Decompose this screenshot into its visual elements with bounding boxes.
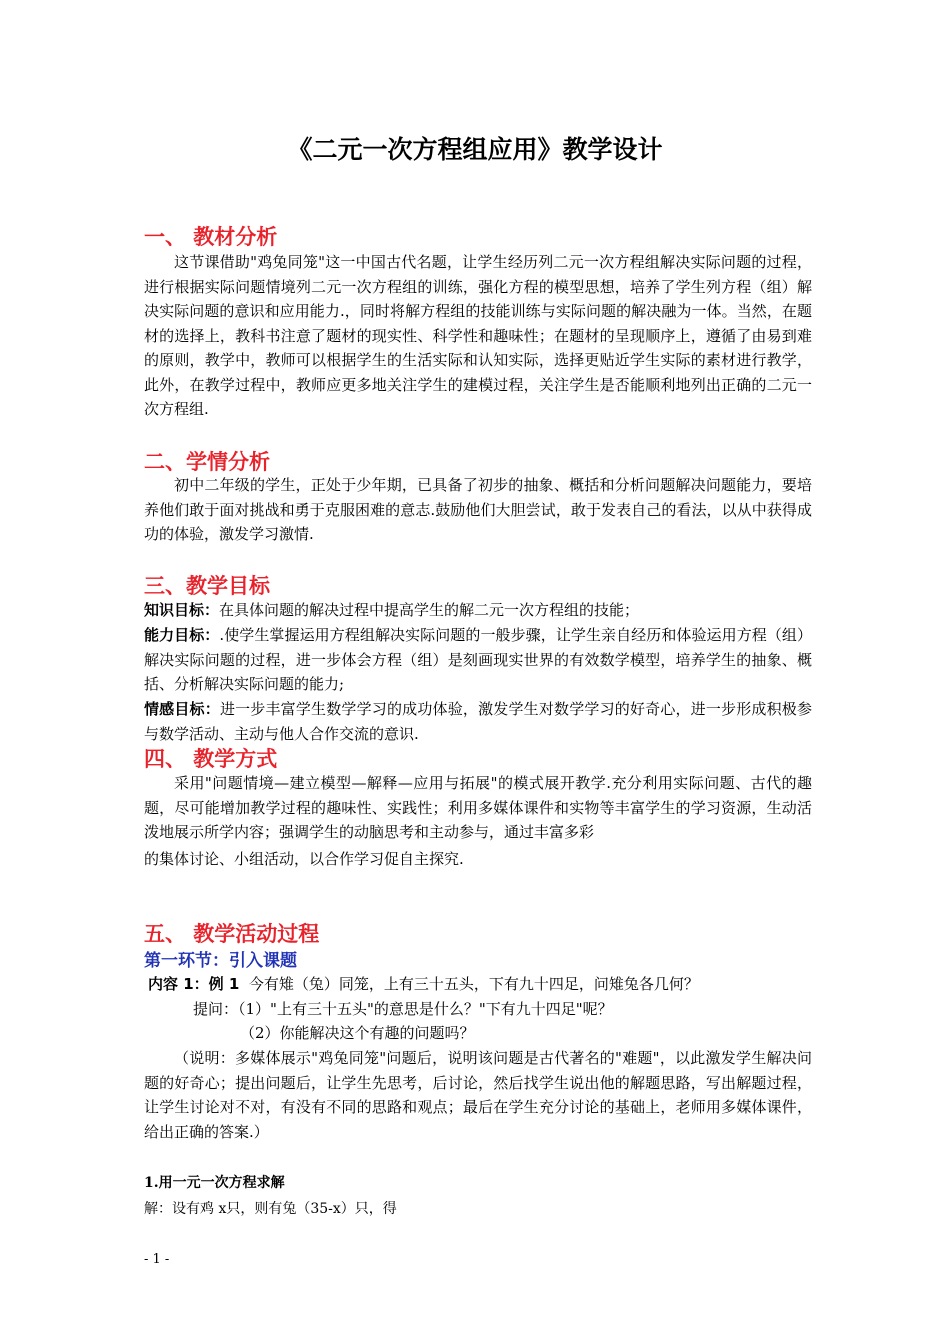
- knowledge-objective-text: 在具体问题的解决过程中提高学生的解二元一次方程组的技能；: [219, 601, 640, 619]
- method-1-heading: 1.用一元一次方程求解: [144, 1175, 285, 1191]
- teaching-method-last-line: 的集体讨论、小组活动，以合作学习促自主探究.: [144, 850, 464, 868]
- teaching-method-paragraph: 采用"问题情境—建立模型—解释—应用与拓展"的模式展开教学.充分利用实际问题、古代的趣题，尽可能增加教学过程的趣味性、实践性；利用多媒体课件和实物等丰富学生的学习资源，生动活泼地展示所学内容；强调学生的动脑思考和主动参与，通过丰富多彩: [144, 774, 812, 841]
- content-1-label: 内容 1：例 1: [148, 975, 240, 993]
- ability-objective-text: .使学生掌握运用方程组解决实际问题的一般步骤，让学生亲自经历和体验运用方程（组）解决实际问题的过程，进一步体会方程（组）是刻画现实世界的有效数学模型，培养学生的抽象、概括、分析解决实际问题的能力;: [144, 626, 812, 693]
- student-analysis-paragraph: 初中二年级的学生，正处于少年期，已具备了初步的抽象、概括和分析问题解决问题能力，要培养他们敢于面对挑战和勇于克服困难的意志.鼓励他们大胆尝试，敢于发表自己的看法，以从中获得成功的体验，激发学习激情.: [144, 476, 812, 543]
- question-1: 提问：（1）"上有三十五头"的意思是什么？"下有九十四足"呢？: [193, 1000, 613, 1018]
- ability-objective-label: 能力目标：: [144, 626, 220, 644]
- section-heading-objectives: 三、教学目标: [144, 574, 270, 598]
- explanation-note: （说明：多媒体展示"鸡兔同笼"问题后，说明该问题是古代著名的"难题"，以此激发学生解决问题的好奇心；提出问题后，让学生先思考，后讨论，然后找学生说出他的解题思路，写出解题过程，让学生讨论对不对，有没有不同的思路和观点；最后在学生充分讨论的基础上，老师用多媒体课件，给出正确的答案.）: [144, 1049, 812, 1141]
- ability-objective: [144, 623, 812, 697]
- knowledge-objective-label: 知识目标：: [144, 601, 220, 619]
- emotion-objective-text: 进一步丰富学生数学学习的成功体验，激发学生对数学学习的好奇心，进一步形成积极参与数学活动、主动与他人合作交流的意识.: [144, 700, 812, 743]
- example-1-line: [148, 973, 699, 994]
- section-heading-student-analysis: 二、学情分析: [144, 450, 270, 474]
- document-title: 《二元一次方程组应用》教学设计: [287, 135, 663, 164]
- solution-line: 解：设有鸡 x只，则有兔（35-x）只，得: [144, 1201, 397, 1217]
- page-number: - 1 -: [144, 1252, 170, 1267]
- materials-analysis-paragraph: 这节课借助"鸡兔同笼"这一中国古代名题，让学生经历列二元一次方程组解决实际问题的过程，进行根据实际问题情境列二元一次方程组的训练，强化方程的模型思想，培养了学生列方程（组）解决实际问题的意识和应用能力.，同时将解方程组的技能训练与实际问题的解决融为一体。当然，在题材的选择上，教科书注意了题材的现实性、科学性和趣味性；在题材的呈现顺序上，遵循了由易到难的原则，教学中，教师可以根据学生的生活实际和认知实际，选择更贴近学生实际的素材进行教学，此外，在教学过程中，教师应更多地关注学生的建模过程，关注学生是否能顺利地列出正确的二元一次方程组.: [144, 253, 812, 418]
- section-heading-materials: 一、 教材分析: [144, 225, 278, 249]
- subsection-heading-intro: 第一环节：引入课题: [144, 951, 297, 971]
- knowledge-objective: [144, 598, 812, 623]
- section-heading-activity-process: 五、 教学活动过程: [144, 922, 320, 946]
- emotion-objective: [144, 697, 812, 746]
- section-heading-teaching-method: 四、 教学方式: [144, 747, 278, 771]
- example-1-text: 今有雉（兔）同笼，上有三十五头，下有九十四足，问雉兔各几何？: [248, 975, 699, 993]
- emotion-objective-label: 情感目标：: [144, 700, 220, 718]
- question-2: （2）你能解决这个有趣的问题吗？: [240, 1024, 475, 1042]
